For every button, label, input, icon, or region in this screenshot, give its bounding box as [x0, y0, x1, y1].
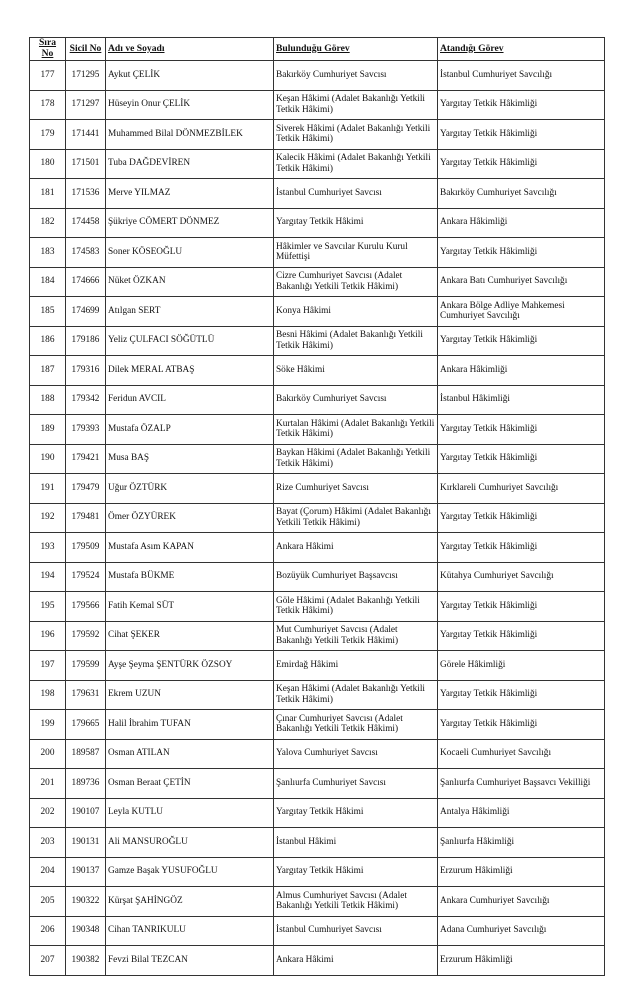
table-row [30, 474, 605, 504]
table-row [30, 297, 605, 327]
cell-sira-no: 181 [30, 179, 66, 209]
cell-sicil-no: 179316 [66, 356, 106, 386]
cell-adi-soyadi: Osman ATILAN [106, 739, 274, 769]
cell-sicil-no: 179566 [66, 592, 106, 622]
cell-atandigi-gorev: Erzurum Hâkimliği [438, 946, 605, 976]
cell-adi-soyadi: Soner KÖSEOĞLU [106, 238, 274, 268]
cell-sicil-no: 179599 [66, 651, 106, 681]
cell-sira-no: 190 [30, 444, 66, 474]
cell-sira-no: 196 [30, 621, 66, 651]
cell-sicil-no: 189736 [66, 769, 106, 799]
cell-sicil-no: 190382 [66, 946, 106, 976]
header-atandigi-gorev: Atandığı Görev [438, 38, 605, 61]
cell-bulundugu-gorev: Siverek Hâkimi (Adalet Bakanlığı Yetkili Tetkik Hâkimi) [274, 120, 438, 150]
cell-sicil-no: 179524 [66, 562, 106, 592]
cell-adi-soyadi: Nüket ÖZKAN [106, 267, 274, 297]
cell-bulundugu-gorev: İstanbul Cumhuriyet Savcısı [274, 916, 438, 946]
cell-atandigi-gorev: Erzurum Hâkimliği [438, 857, 605, 887]
cell-atandigi-gorev: Kırklareli Cumhuriyet Savcılığı [438, 474, 605, 504]
cell-atandigi-gorev: Ankara Cumhuriyet Savcılığı [438, 887, 605, 917]
cell-sicil-no: 171441 [66, 120, 106, 150]
cell-bulundugu-gorev: Cizre Cumhuriyet Savcısı (Adalet Bakanlığı Yetkili Tetkik Hâkimi) [274, 267, 438, 297]
cell-adi-soyadi: Osman Beraat ÇETİN [106, 769, 274, 799]
table-row [30, 651, 605, 681]
cell-sicil-no: 171536 [66, 179, 106, 209]
cell-adi-soyadi: Şükriye CÖMERT DÖNMEZ [106, 208, 274, 238]
cell-sira-no: 188 [30, 385, 66, 415]
appointments-table [29, 37, 605, 976]
table-row [30, 680, 605, 710]
cell-sicil-no: 179421 [66, 444, 106, 474]
cell-bulundugu-gorev: Hâkimler ve Savcılar Kurulu Kurul Müfettişi [274, 238, 438, 268]
cell-sira-no: 197 [30, 651, 66, 681]
cell-atandigi-gorev: Yargıtay Tetkik Hâkimliği [438, 503, 605, 533]
cell-bulundugu-gorev: İstanbul Hâkimi [274, 828, 438, 858]
cell-sira-no: 194 [30, 562, 66, 592]
cell-adi-soyadi: Hüseyin Onur ÇELİK [106, 90, 274, 120]
cell-adi-soyadi: Kürşat ŞAHİNGÖZ [106, 887, 274, 917]
table-row [30, 149, 605, 179]
cell-bulundugu-gorev: Bozüyük Cumhuriyet Başsavcısı [274, 562, 438, 592]
cell-atandigi-gorev: Yargıtay Tetkik Hâkimliği [438, 90, 605, 120]
cell-bulundugu-gorev: Besni Hâkimi (Adalet Bakanlığı Yetkili Tetkik Hâkimi) [274, 326, 438, 356]
cell-atandigi-gorev: Yargıtay Tetkik Hâkimliği [438, 326, 605, 356]
header-sira-no: Sıra No [30, 38, 66, 61]
cell-sicil-no: 190131 [66, 828, 106, 858]
cell-atandigi-gorev: Yargıtay Tetkik Hâkimliği [438, 120, 605, 150]
cell-adi-soyadi: Yeliz ÇULFACI SÖĞÜTLÜ [106, 326, 274, 356]
cell-sira-no: 192 [30, 503, 66, 533]
cell-sicil-no: 179631 [66, 680, 106, 710]
cell-bulundugu-gorev: Söke Hâkimi [274, 356, 438, 386]
cell-sicil-no: 190107 [66, 798, 106, 828]
cell-sicil-no: 174583 [66, 238, 106, 268]
cell-sicil-no: 179481 [66, 503, 106, 533]
table-row [30, 208, 605, 238]
cell-atandigi-gorev: Kütahya Cumhuriyet Savcılığı [438, 562, 605, 592]
cell-atandigi-gorev: Kocaeli Cumhuriyet Savcılığı [438, 739, 605, 769]
cell-sira-no: 187 [30, 356, 66, 386]
cell-adi-soyadi: Uğur ÖZTÜRK [106, 474, 274, 504]
cell-bulundugu-gorev: Kalecik Hâkimi (Adalet Bakanlığı Yetkili Tetkik Hâkimi) [274, 149, 438, 179]
cell-bulundugu-gorev: Şanlıurfa Cumhuriyet Savcısı [274, 769, 438, 799]
document-page [29, 37, 604, 976]
table-row [30, 769, 605, 799]
cell-sira-no: 183 [30, 238, 66, 268]
table-row [30, 238, 605, 268]
cell-atandigi-gorev: Görele Hâkimliği [438, 651, 605, 681]
cell-atandigi-gorev: Ankara Bölge Adliye Mahkemesi Cumhuriyet Savcılığı [438, 297, 605, 327]
table-row [30, 828, 605, 858]
cell-adi-soyadi: Ayşe Şeyma ŞENTÜRK ÖZSOY [106, 651, 274, 681]
table-row [30, 562, 605, 592]
cell-bulundugu-gorev: Ankara Hâkimi [274, 946, 438, 976]
cell-sira-no: 200 [30, 739, 66, 769]
cell-bulundugu-gorev: Kurtalan Hâkimi (Adalet Bakanlığı Yetkili Tetkik Hâkimi) [274, 415, 438, 445]
cell-adi-soyadi: Cihat ŞEKER [106, 621, 274, 651]
cell-bulundugu-gorev: Emirdağ Hâkimi [274, 651, 438, 681]
cell-sicil-no: 171501 [66, 149, 106, 179]
table-row [30, 592, 605, 622]
table-row [30, 267, 605, 297]
cell-atandigi-gorev: Yargıtay Tetkik Hâkimliği [438, 592, 605, 622]
cell-atandigi-gorev: Antalya Hâkimliği [438, 798, 605, 828]
cell-bulundugu-gorev: Bayat (Çorum) Hâkimi (Adalet Bakanlığı Yetkili Tetkik Hâkimi) [274, 503, 438, 533]
cell-adi-soyadi: Atılgan SERT [106, 297, 274, 327]
table-body [30, 61, 605, 976]
cell-adi-soyadi: Musa BAŞ [106, 444, 274, 474]
table-row [30, 710, 605, 740]
cell-atandigi-gorev: Ankara Batı Cumhuriyet Savcılığı [438, 267, 605, 297]
cell-bulundugu-gorev: Yargıtay Tetkik Hâkimi [274, 208, 438, 238]
cell-sira-no: 203 [30, 828, 66, 858]
cell-adi-soyadi: Tuba DAĞDEVİREN [106, 149, 274, 179]
cell-sira-no: 207 [30, 946, 66, 976]
table-header-row [30, 38, 605, 61]
cell-sicil-no: 174699 [66, 297, 106, 327]
table-row [30, 739, 605, 769]
header-sicil-no: Sicil No [66, 38, 106, 61]
cell-sira-no: 202 [30, 798, 66, 828]
cell-sicil-no: 179592 [66, 621, 106, 651]
cell-adi-soyadi: Gamze Başak YUSUFOĞLU [106, 857, 274, 887]
cell-sicil-no: 171295 [66, 61, 106, 91]
cell-sicil-no: 179509 [66, 533, 106, 563]
cell-adi-soyadi: Ömer ÖZYÜREK [106, 503, 274, 533]
cell-atandigi-gorev: Bakırköy Cumhuriyet Savcılığı [438, 179, 605, 209]
table-row [30, 326, 605, 356]
table-row [30, 857, 605, 887]
cell-atandigi-gorev: Adana Cumhuriyet Savcılığı [438, 916, 605, 946]
cell-sira-no: 199 [30, 710, 66, 740]
table-row [30, 90, 605, 120]
table-row [30, 798, 605, 828]
table-row [30, 621, 605, 651]
table-row [30, 385, 605, 415]
cell-sicil-no: 189587 [66, 739, 106, 769]
cell-sira-no: 184 [30, 267, 66, 297]
cell-adi-soyadi: Muhammed Bilal DÖNMEZBİLEK [106, 120, 274, 150]
cell-sira-no: 206 [30, 916, 66, 946]
cell-sira-no: 195 [30, 592, 66, 622]
cell-adi-soyadi: Halil İbrahim TUFAN [106, 710, 274, 740]
cell-atandigi-gorev: Şanlıurfa Cumhuriyet Başsavcı Vekilliği [438, 769, 605, 799]
cell-atandigi-gorev: Şanlıurfa Hâkimliği [438, 828, 605, 858]
cell-sira-no: 180 [30, 149, 66, 179]
cell-bulundugu-gorev: Bakırköy Cumhuriyet Savcısı [274, 385, 438, 415]
cell-bulundugu-gorev: Bakırköy Cumhuriyet Savcısı [274, 61, 438, 91]
cell-bulundugu-gorev: Yalova Cumhuriyet Savcısı [274, 739, 438, 769]
cell-adi-soyadi: Aykut ÇELİK [106, 61, 274, 91]
cell-bulundugu-gorev: Ankara Hâkimi [274, 533, 438, 563]
cell-sira-no: 205 [30, 887, 66, 917]
cell-sira-no: 177 [30, 61, 66, 91]
cell-bulundugu-gorev: Yargıtay Tetkik Hâkimi [274, 857, 438, 887]
cell-adi-soyadi: Fevzi Bilal TEZCAN [106, 946, 274, 976]
cell-bulundugu-gorev: Almus Cumhuriyet Savcısı (Adalet Bakanlığı Yetkili Tetkik Hâkimi) [274, 887, 438, 917]
cell-atandigi-gorev: İstanbul Cumhuriyet Savcılığı [438, 61, 605, 91]
cell-sicil-no: 179342 [66, 385, 106, 415]
cell-adi-soyadi: Dilek MERAL ATBAŞ [106, 356, 274, 386]
header-bulundugu-gorev: Bulunduğu Görev [274, 38, 438, 61]
table-row [30, 887, 605, 917]
cell-sira-no: 193 [30, 533, 66, 563]
cell-adi-soyadi: Ekrem UZUN [106, 680, 274, 710]
cell-bulundugu-gorev: Keşan Hâkimi (Adalet Bakanlığı Yetkili Tetkik Hâkimi) [274, 90, 438, 120]
cell-atandigi-gorev: İstanbul Hâkimliği [438, 385, 605, 415]
cell-sira-no: 179 [30, 120, 66, 150]
cell-sicil-no: 179393 [66, 415, 106, 445]
table-row [30, 533, 605, 563]
table-row [30, 61, 605, 91]
cell-adi-soyadi: Feridun AVCIL [106, 385, 274, 415]
cell-adi-soyadi: Mustafa Asım KAPAN [106, 533, 274, 563]
cell-sicil-no: 190348 [66, 916, 106, 946]
table-row [30, 946, 605, 976]
table-row [30, 120, 605, 150]
cell-atandigi-gorev: Yargıtay Tetkik Hâkimliği [438, 680, 605, 710]
cell-sicil-no: 171297 [66, 90, 106, 120]
cell-adi-soyadi: Cihan TANRIKULU [106, 916, 274, 946]
cell-sira-no: 201 [30, 769, 66, 799]
cell-sicil-no: 190322 [66, 887, 106, 917]
cell-bulundugu-gorev: Yargıtay Tetkik Hâkimi [274, 798, 438, 828]
cell-bulundugu-gorev: İstanbul Cumhuriyet Savcısı [274, 179, 438, 209]
cell-sicil-no: 174666 [66, 267, 106, 297]
cell-sira-no: 191 [30, 474, 66, 504]
cell-adi-soyadi: Fatih Kemal SÜT [106, 592, 274, 622]
cell-sicil-no: 179665 [66, 710, 106, 740]
cell-sira-no: 198 [30, 680, 66, 710]
cell-sira-no: 178 [30, 90, 66, 120]
cell-bulundugu-gorev: Çınar Cumhuriyet Savcısı (Adalet Bakanlığı Yetkili Tetkik Hâkimi) [274, 710, 438, 740]
cell-bulundugu-gorev: Rize Cumhuriyet Savcısı [274, 474, 438, 504]
cell-atandigi-gorev: Yargıtay Tetkik Hâkimliği [438, 444, 605, 474]
table-row [30, 415, 605, 445]
table-row [30, 356, 605, 386]
cell-bulundugu-gorev: Göle Hâkimi (Adalet Bakanlığı Yetkili Tetkik Hâkimi) [274, 592, 438, 622]
cell-atandigi-gorev: Yargıtay Tetkik Hâkimliği [438, 621, 605, 651]
cell-atandigi-gorev: Yargıtay Tetkik Hâkimliği [438, 710, 605, 740]
header-adi-soyadi: Adı ve Soyadı [106, 38, 274, 61]
table-row [30, 916, 605, 946]
table-row [30, 503, 605, 533]
cell-sira-no: 204 [30, 857, 66, 887]
cell-adi-soyadi: Merve YILMAZ [106, 179, 274, 209]
cell-bulundugu-gorev: Keşan Hâkimi (Adalet Bakanlığı Yetkili Tetkik Hâkimi) [274, 680, 438, 710]
cell-atandigi-gorev: Yargıtay Tetkik Hâkimliği [438, 415, 605, 445]
cell-adi-soyadi: Mustafa ÖZALP [106, 415, 274, 445]
cell-bulundugu-gorev: Konya Hâkimi [274, 297, 438, 327]
cell-adi-soyadi: Mustafa BÜKME [106, 562, 274, 592]
cell-atandigi-gorev: Ankara Hâkimliği [438, 208, 605, 238]
cell-atandigi-gorev: Yargıtay Tetkik Hâkimliği [438, 533, 605, 563]
cell-sira-no: 185 [30, 297, 66, 327]
cell-sicil-no: 179186 [66, 326, 106, 356]
cell-atandigi-gorev: Yargıtay Tetkik Hâkimliği [438, 238, 605, 268]
cell-bulundugu-gorev: Baykan Hâkimi (Adalet Bakanlığı Yetkili Tetkik Hâkimi) [274, 444, 438, 474]
cell-adi-soyadi: Ali MANSUROĞLU [106, 828, 274, 858]
cell-atandigi-gorev: Ankara Hâkimliği [438, 356, 605, 386]
cell-adi-soyadi: Leyla KUTLU [106, 798, 274, 828]
cell-sira-no: 189 [30, 415, 66, 445]
table-row [30, 179, 605, 209]
cell-sira-no: 182 [30, 208, 66, 238]
cell-sicil-no: 174458 [66, 208, 106, 238]
table-row [30, 444, 605, 474]
cell-bulundugu-gorev: Mut Cumhuriyet Savcısı (Adalet Bakanlığı Yetkili Tetkik Hâkimi) [274, 621, 438, 651]
cell-sicil-no: 179479 [66, 474, 106, 504]
cell-sicil-no: 190137 [66, 857, 106, 887]
cell-atandigi-gorev: Yargıtay Tetkik Hâkimliği [438, 149, 605, 179]
cell-sira-no: 186 [30, 326, 66, 356]
